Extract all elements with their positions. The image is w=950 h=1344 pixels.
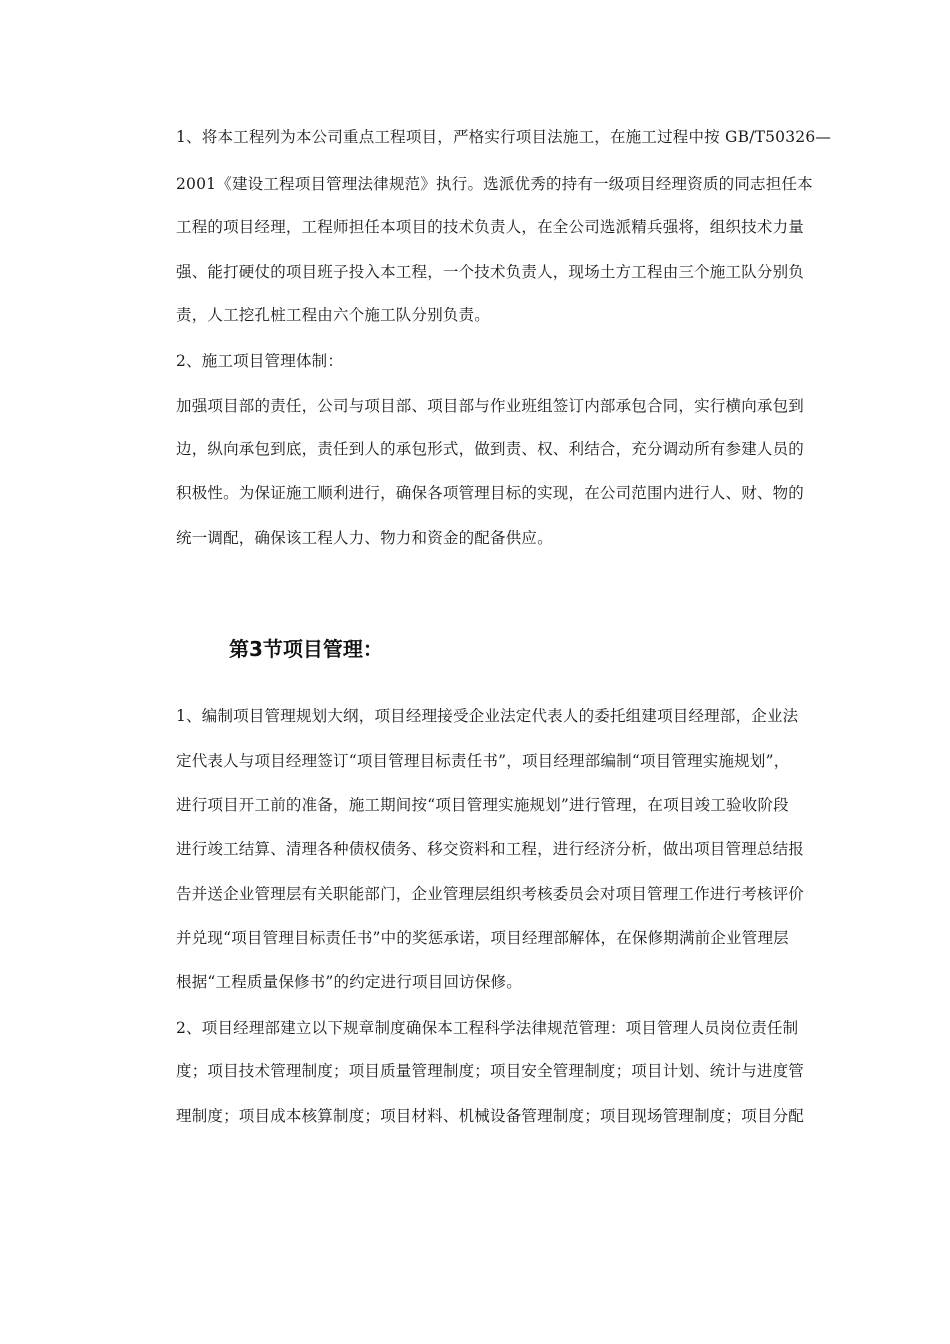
paragraph-line: 统一调配，确保该工程人力、物力和资金的配备供应。 (176, 529, 553, 547)
paragraph-line: 2001《建设工程项目管理法律规范》执行。选派优秀的持有一级项目经理资质的同志担任本 (176, 175, 813, 193)
paragraph-line: 根据“工程质量保修书”的约定进行项目回访保修。 (176, 973, 522, 991)
paragraph-line: 1、编制项目管理规划大纲，项目经理接受企业法定代表人的委托组建项目经理部，企业法 (176, 707, 799, 725)
paragraph-line: 强、能打硬仗的项目班子投入本工程，一个技术负责人，现场土方工程由三个施工队分别负 (176, 263, 805, 281)
paragraph-line: 责，人工挖孔桩工程由六个施工队分别负责。 (176, 306, 491, 324)
paragraph-line: 定代表人与项目经理签订“项目管理目标责任书”，项目经理部编制“项目管理实施规划”， (176, 752, 790, 770)
paragraph-line: 进行项目开工前的准备，施工期间按“项目管理实施规划”进行管理，在项目竣工验收阶段 (176, 796, 789, 814)
paragraph-line: 度；项目技术管理制度；项目质量管理制度；项目安全管理制度；项目计划、统计与进度管 (176, 1062, 805, 1080)
paragraph-line: 积极性。为保证施工顺利进行，确保各项管理目标的实现，在公司范围内进行人、财、物的 (176, 484, 805, 502)
paragraph-line: 工程的项目经理，工程师担任本项目的技术负责人，在全公司选派精兵强将，组织技术力量 (176, 218, 805, 236)
paragraph-line: 加强项目部的责任，公司与项目部、项目部与作业班组签订内部承包合同，实行横向承包到 (176, 397, 805, 415)
section-heading: 第3节项目管理： (229, 637, 383, 661)
paragraph-line: 1、将本工程列为本公司重点工程项目，严格实行项目法施工，在施工过程中按 GB/T50326— (176, 128, 832, 146)
subsection-title: 2、施工项目管理体制： (176, 352, 344, 370)
paragraph-line: 告并送企业管理层有关职能部门，企业管理层组织考核委员会对项目管理工作进行考核评价 (176, 885, 805, 903)
paragraph-line: 边，纵向承包到底，责任到人的承包形式，做到责、权、利结合，充分调动所有参建人员的 (176, 440, 805, 458)
paragraph-line: 理制度；项目成本核算制度；项目材料、机械设备管理制度；项目现场管理制度；项目分配 (176, 1107, 805, 1125)
paragraph-line: 进行竣工结算、清理各种债权债务、移交资料和工程，进行经济分析，做出项目管理总结报 (176, 840, 805, 858)
paragraph-line: 2、项目经理部建立以下规章制度确保本工程科学法律规范管理：项目管理人员岗位责任制 (176, 1019, 799, 1037)
paragraph-line: 并兑现“项目管理目标责任书”中的奖惩承诺，项目经理部解体，在保修期满前企业管理层 (176, 929, 789, 947)
